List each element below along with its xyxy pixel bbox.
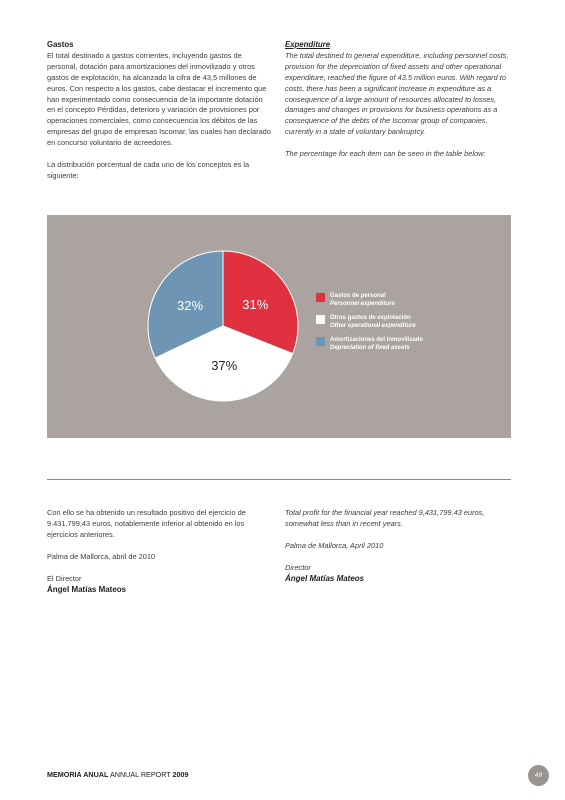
paragraph-es-1: El total destinado a gastos corrientes, incluyendo gastos de personal, dotación para amortizaciones del inmovilizado y otros gastos de explotación, ha alcanzado la cifra de 43,5 millones de euros. Con respecto a los gastos, cabe destacar el incremento que han experimentado como consecuencia de la importante dotación en el concepto Pérdidas, deterioro y variación de provisiones por operaciones comerciales, como consecuencia los débitos de las empresas del grupo de empresas Iscomar, las cuales han declarado en concurso voluntario de acreedores. [47,50,271,148]
legend-item-other [316,314,496,330]
signature-role-es: El Director [47,573,82,583]
expenditure-chart-panel [47,215,511,438]
pie-data-label: 31% [242,297,269,313]
spanish-closing-column [47,508,272,595]
footer-title: MEMORIA ANUAL [47,770,109,779]
signature-name-en: Ángel Matías Mateos [285,573,365,583]
legend-label-en: Depreciation of fixed assets [330,345,410,351]
legend-item-personnel [316,292,496,308]
legend-swatch-other [316,315,325,324]
section-heading-en: Expenditure [285,40,331,49]
legend-label-es: Gastos de personal [330,293,386,299]
section-divider [47,479,511,480]
legend-label-es: Otros gastos de explotación [330,315,411,321]
footer-year: 2009 [172,770,189,779]
paragraph-en-1: The total destined to general expenditure, including personnel costs, provision for the depreciation of fixed assets and other operational expenditure, reached the figure of 43.5 million euros. With regard to costs, there has been a significant increase in expenditure as a consequence of a large amount of resources allocated to losses, damages and changes in provisions for business operations as a consequence of the debts of the Iscomar group of companies, currently in a state of voluntary bankruptcy. [285,50,509,137]
pie-data-label: 32% [177,298,204,314]
page-footer [47,770,189,779]
section-heading-es: Gastos [47,40,74,49]
result-es: Con ello se ha obtenido un resultado positivo del ejercicio de 9.431.799,43 euros, notablemente inferior al obtenido en los ejercicios anteriores. [47,508,246,539]
place-date-en: Palma de Mallorca, April 2010 [285,540,384,550]
place-date-es: Palma de Mallorca, abril de 2010 [47,551,156,561]
paragraph-en-2: The percentage for each item can be seen in the table below: [285,149,486,159]
signature-name-es: Ángel Matías Mateos [47,584,127,594]
page-number: 49 [528,765,549,786]
legend-swatch-personnel [316,293,325,302]
spanish-intro-column [47,40,272,182]
legend-item-depreciation [316,336,496,352]
english-intro-column [285,40,517,160]
legend-label-en: Personnel expenditure [330,301,395,307]
result-en: Total profit for the financial year reached 9,431,799.43 euros, somewhat less than in recent years. [285,508,485,528]
legend-label-en: Other operational expenditure [330,323,416,329]
signature-role-en: Director [285,562,311,572]
english-closing-column [285,508,517,585]
legend-label-es: Amortizaciones del inmovilizado [330,337,424,343]
paragraph-es-2: La distribución porcentual de cada uno de los conceptos es la siguiente: [47,160,250,180]
footer-subtitle: ANNUAL REPORT [109,770,171,779]
chart-legend [316,292,496,358]
legend-swatch-depreciation [316,337,325,346]
pie-data-label: 37% [211,357,238,373]
